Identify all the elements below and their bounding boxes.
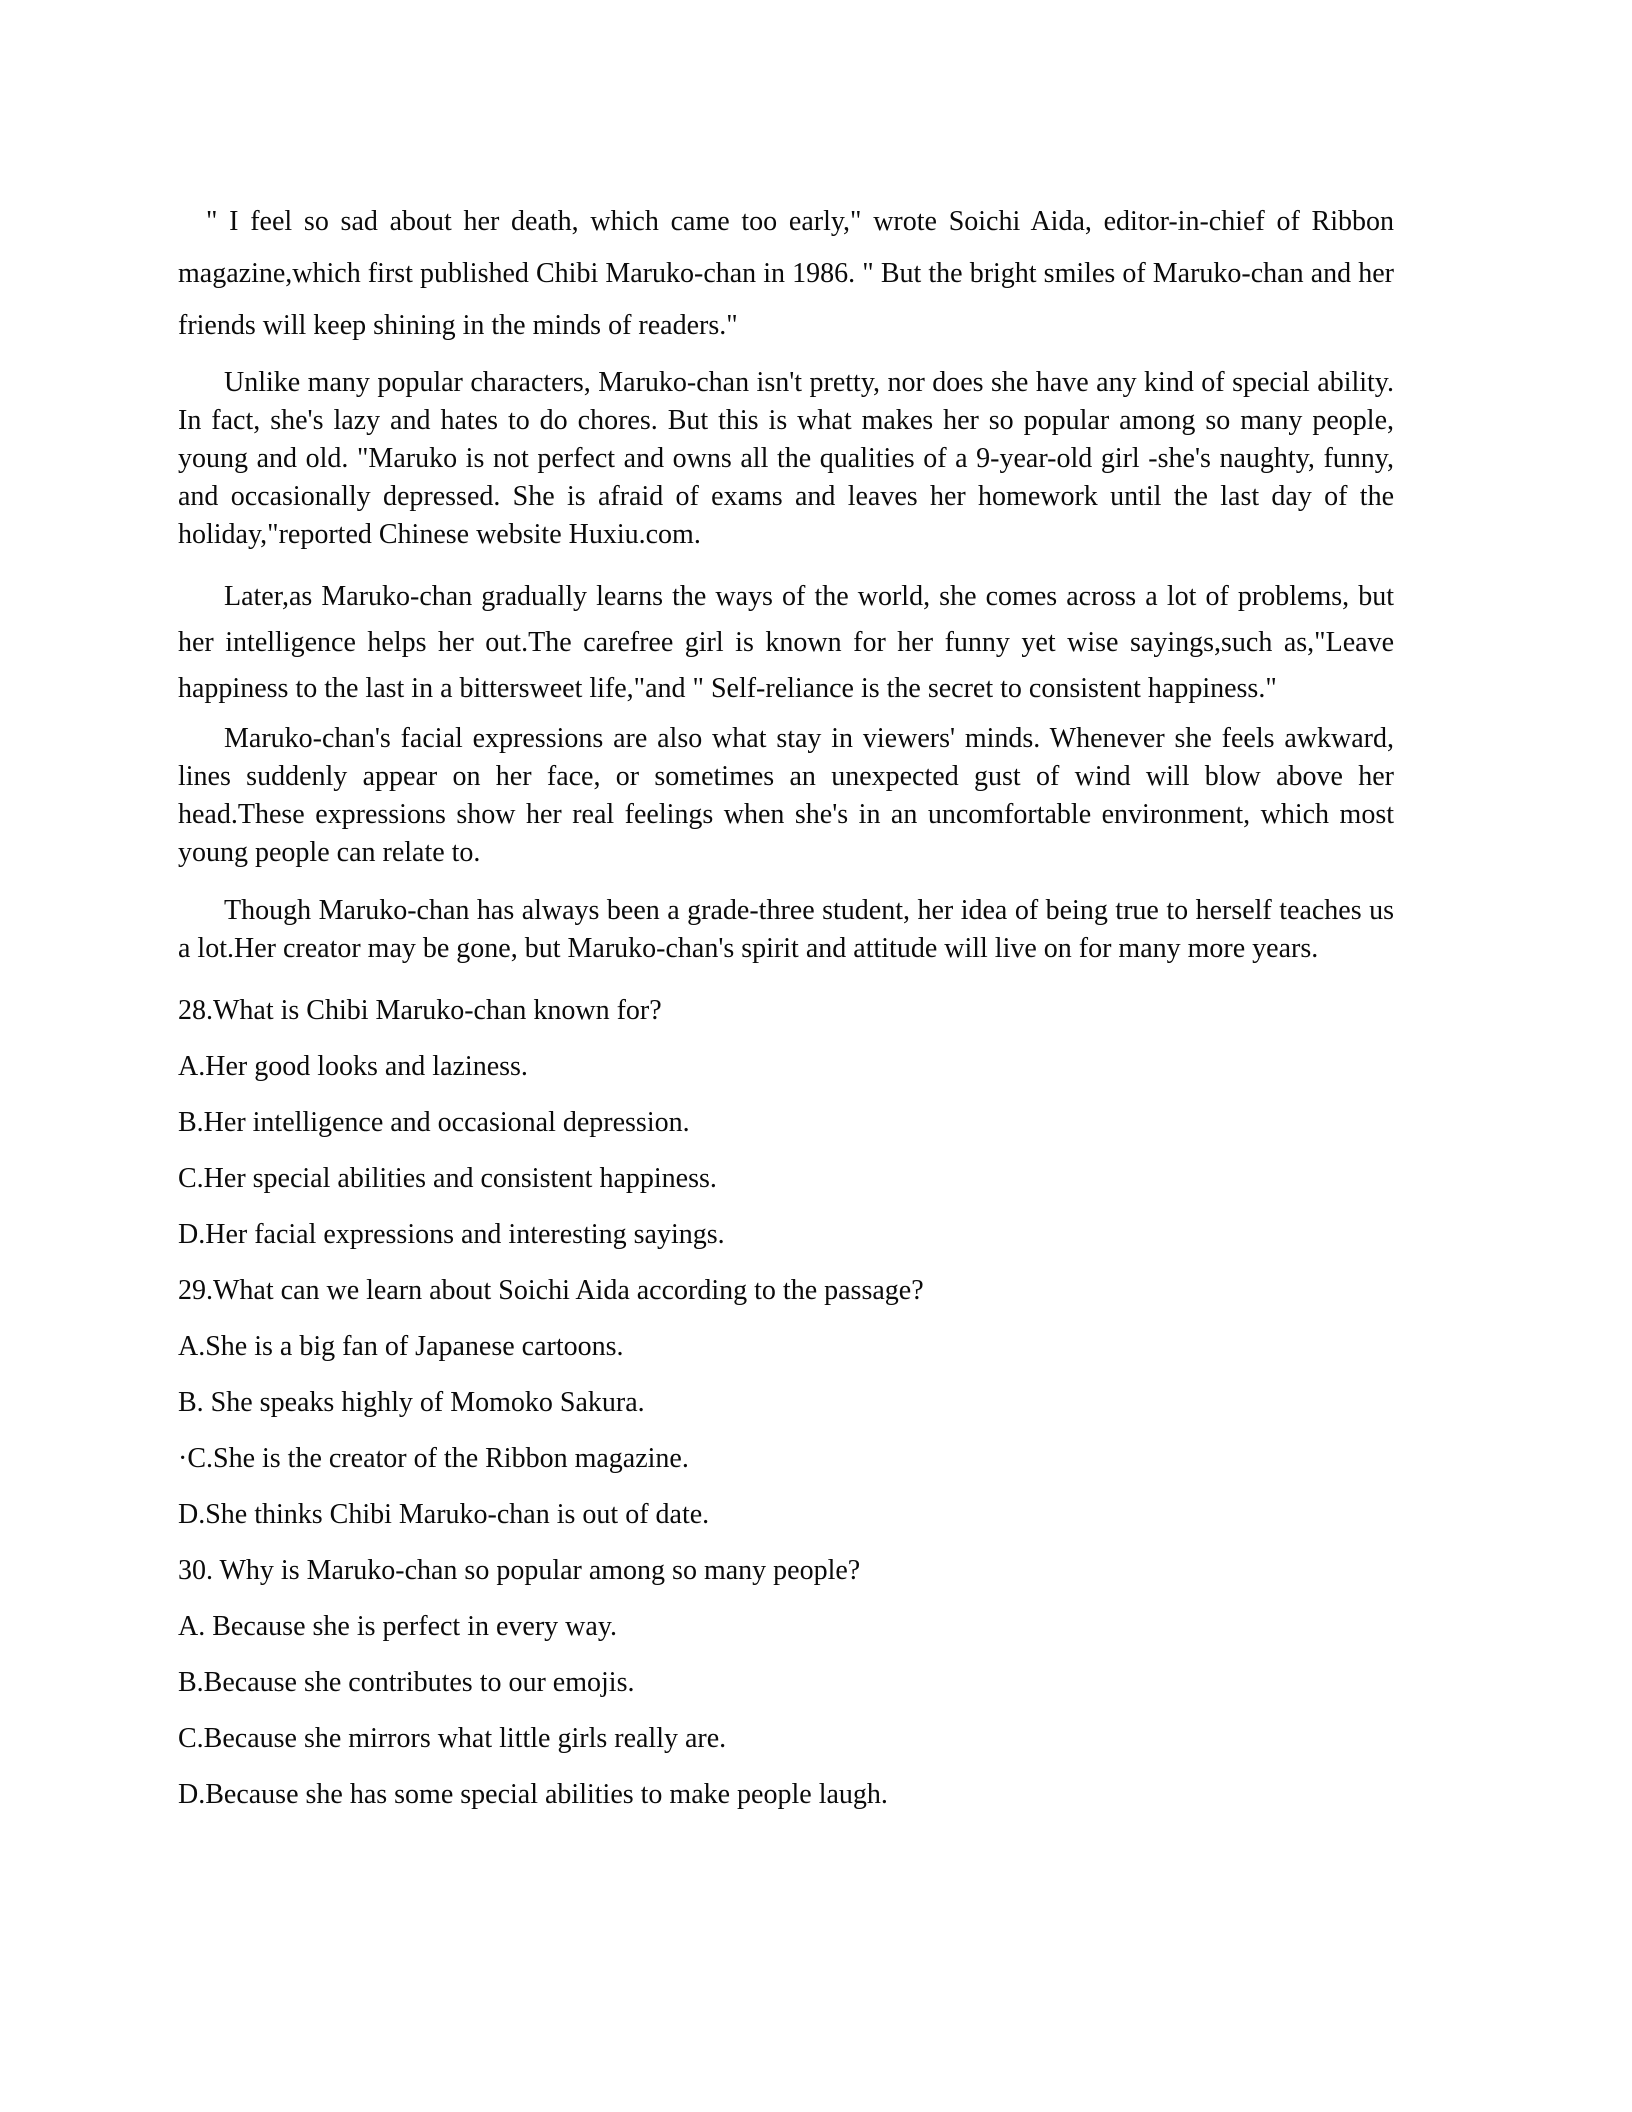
question-28-option-d: D.Her facial expressions and interesting sayings. (178, 1219, 725, 1250)
passage-paragraph: Later,as Maruko-chan gradually learns the ways of the world, she comes across a lot of problems, but her intelligence helps her out.The carefree girl is known for her funny yet wise sayings,such as,"Leave happiness to the last in a bittersweet life,"and " Self-reliance is the secret to consistent happiness." (178, 581, 1394, 704)
question-30-option-c: C.Because she mirrors what little girls really are. (178, 1723, 727, 1754)
question-30-option-b: B.Because she contributes to our emojis. (178, 1667, 635, 1698)
question-30-option-a: A. Because she is perfect in every way. (178, 1611, 618, 1642)
question-30-option-d: D.Because she has some special abilities to make people laugh. (178, 1779, 888, 1810)
passage-paragraph: Unlike many popular characters, Maruko-chan isn't pretty, nor does she have any kind of special ability. In fact, she's lazy and hates to do chores. But this is what makes her so popular among so many people, young and old. "Maruko is not perfect and owns all the qualities of a 9-year-old girl -she's naughty, funny, and occasionally depressed. She is afraid of exams and leaves her homework until the last day of the holiday,"reported Chinese website Huxiu.com. (178, 367, 1394, 550)
passage-paragraph: Maruko-chan's facial expressions are also what stay in viewers' minds. Whenever she feels awkward, lines suddenly appear on her face, or sometimes an unexpected gust of wind will blow above her head.These expressions show her real feelings when she's in an uncomfortable environment, which most young people can relate to. (178, 723, 1394, 868)
question-29-option-c: ·C.She is the creator of the Ribbon magazine. (178, 1443, 689, 1474)
question-29-option-d: D.She thinks Chibi Maruko-chan is out of date. (178, 1499, 710, 1530)
question-29-option-a: A.She is a big fan of Japanese cartoons. (178, 1331, 624, 1362)
passage-paragraph: Though Maruko-chan has always been a grade-three student, her idea of being true to herself teaches us a lot.Her creator may be gone, but Maruko-chan's spirit and attitude will live on for many more years. (178, 895, 1394, 964)
questions-section (178, 992, 1394, 1814)
question-28-option-c: C.Her special abilities and consistent happiness. (178, 1163, 717, 1194)
question-29-stem: 29.What can we learn about Soichi Aida according to the passage? (178, 1275, 924, 1306)
question-28-option-b: B.Her intelligence and occasional depression. (178, 1107, 690, 1138)
question-29-option-b: B. She speaks highly of Momoko Sakura. (178, 1387, 645, 1418)
question-30-stem: 30. Why is Maruko-chan so popular among so many people? (178, 1555, 861, 1586)
question-28-option-a: A.Her good looks and laziness. (178, 1051, 528, 1082)
question-28-stem: 28.What is Chibi Maruko-chan known for? (178, 995, 662, 1026)
passage-and-questions (178, 196, 1394, 1832)
passage-paragraph: " I feel so sad about her death, which came too early," wrote Soichi Aida, editor-in-chief of Ribbon magazine,which first published Chibi Maruko-chan in 1986. " But the bright smiles of Maruko-chan and her friends will keep shining in the minds of readers." (178, 206, 1394, 341)
